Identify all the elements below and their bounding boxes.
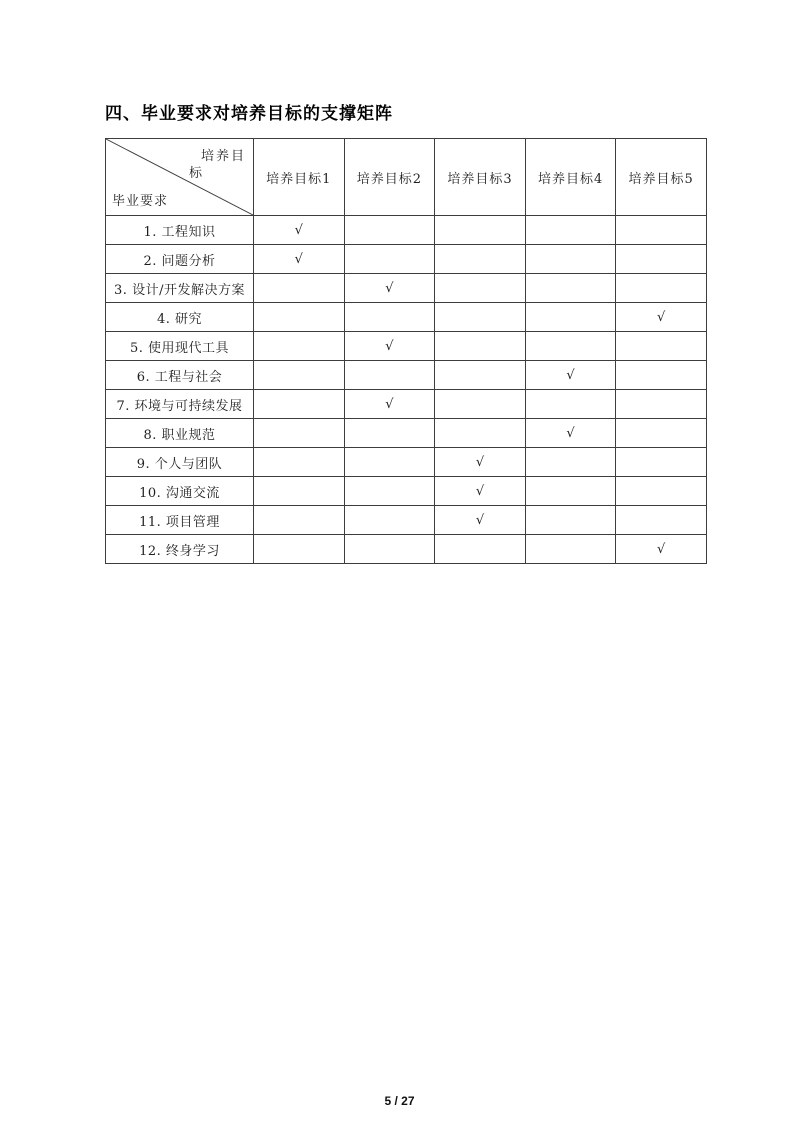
empty-matrix-cell [616,419,707,448]
empty-matrix-cell [616,274,707,303]
empty-matrix-cell [616,390,707,419]
empty-matrix-cell [435,274,526,303]
empty-matrix-cell [525,477,616,506]
objectives-axis-label-line1: 培养目 [200,149,246,164]
empty-matrix-cell [435,390,526,419]
empty-matrix-cell [254,448,345,477]
diagonal-header-cell [106,139,254,216]
objectives-axis-label-line2: 标 [189,166,205,181]
check-mark-cell: √ [344,390,435,419]
empty-matrix-cell [435,303,526,332]
requirement-label: 11. 项目管理 [106,506,254,535]
section-title: 四、毕业要求对培养目标的支撑矩阵 [105,104,393,123]
empty-matrix-cell [344,535,435,564]
empty-matrix-cell [344,216,435,245]
table-row [106,245,707,274]
table-row [106,535,707,564]
check-mark-cell: √ [616,535,707,564]
empty-matrix-cell [435,332,526,361]
empty-matrix-cell [525,506,616,535]
table-row [106,448,707,477]
empty-matrix-cell [616,216,707,245]
requirement-label: 9. 个人与团队 [106,448,254,477]
header-row [106,139,707,216]
check-mark-cell: √ [254,216,345,245]
column-header-objective-5: 培养目标5 [616,139,707,216]
check-mark-cell: √ [344,332,435,361]
requirement-label: 1. 工程知识 [106,216,254,245]
empty-matrix-cell [344,303,435,332]
table-row [106,303,707,332]
empty-matrix-cell [435,216,526,245]
table-row [106,361,707,390]
empty-matrix-cell [254,361,345,390]
check-mark-cell: √ [525,419,616,448]
column-header-objective-2: 培养目标2 [344,139,435,216]
requirements-axis-label: 毕业要求 [112,194,169,209]
column-header-objective-1: 培养目标1 [254,139,345,216]
requirement-label: 4. 研究 [106,303,254,332]
empty-matrix-cell [525,245,616,274]
table-row [106,274,707,303]
check-mark-cell: √ [616,303,707,332]
check-mark-cell: √ [435,448,526,477]
empty-matrix-cell [435,419,526,448]
empty-matrix-cell [254,506,345,535]
requirement-label: 7. 环境与可持续发展 [106,390,254,419]
empty-matrix-cell [435,245,526,274]
empty-matrix-cell [435,535,526,564]
empty-matrix-cell [525,332,616,361]
column-header-objective-4: 培养目标4 [525,139,616,216]
empty-matrix-cell [344,477,435,506]
check-mark-cell: √ [435,477,526,506]
page-number: 5 / 27 [384,1094,415,1108]
empty-matrix-cell [525,303,616,332]
empty-matrix-cell [435,361,526,390]
check-mark-cell: √ [525,361,616,390]
table-row [106,477,707,506]
empty-matrix-cell [616,477,707,506]
empty-matrix-cell [616,332,707,361]
empty-matrix-cell [344,419,435,448]
empty-matrix-cell [254,390,345,419]
empty-matrix-cell [344,361,435,390]
empty-matrix-cell [254,535,345,564]
empty-matrix-cell [616,245,707,274]
empty-matrix-cell [616,448,707,477]
empty-matrix-cell [525,390,616,419]
empty-matrix-cell [525,535,616,564]
empty-matrix-cell [344,245,435,274]
requirement-label: 5. 使用现代工具 [106,332,254,361]
table-row [106,390,707,419]
support-matrix-table [105,138,707,564]
empty-matrix-cell [344,448,435,477]
table-row [106,216,707,245]
check-mark-cell: √ [254,245,345,274]
empty-matrix-cell [616,361,707,390]
table-row [106,332,707,361]
requirement-label: 2. 问题分析 [106,245,254,274]
requirement-label: 12. 终身学习 [106,535,254,564]
empty-matrix-cell [616,506,707,535]
table-row [106,419,707,448]
column-header-objective-3: 培养目标3 [435,139,526,216]
table-row [106,506,707,535]
empty-matrix-cell [254,477,345,506]
requirement-label: 6. 工程与社会 [106,361,254,390]
empty-matrix-cell [254,274,345,303]
requirement-label: 10. 沟通交流 [106,477,254,506]
empty-matrix-cell [254,303,345,332]
empty-matrix-cell [254,332,345,361]
empty-matrix-cell [344,506,435,535]
empty-matrix-cell [525,448,616,477]
empty-matrix-cell [525,274,616,303]
empty-matrix-cell [525,216,616,245]
empty-matrix-cell [254,419,345,448]
requirement-label: 3. 设计/开发解决方案 [106,274,254,303]
requirement-label: 8. 职业规范 [106,419,254,448]
check-mark-cell: √ [344,274,435,303]
check-mark-cell: √ [435,506,526,535]
